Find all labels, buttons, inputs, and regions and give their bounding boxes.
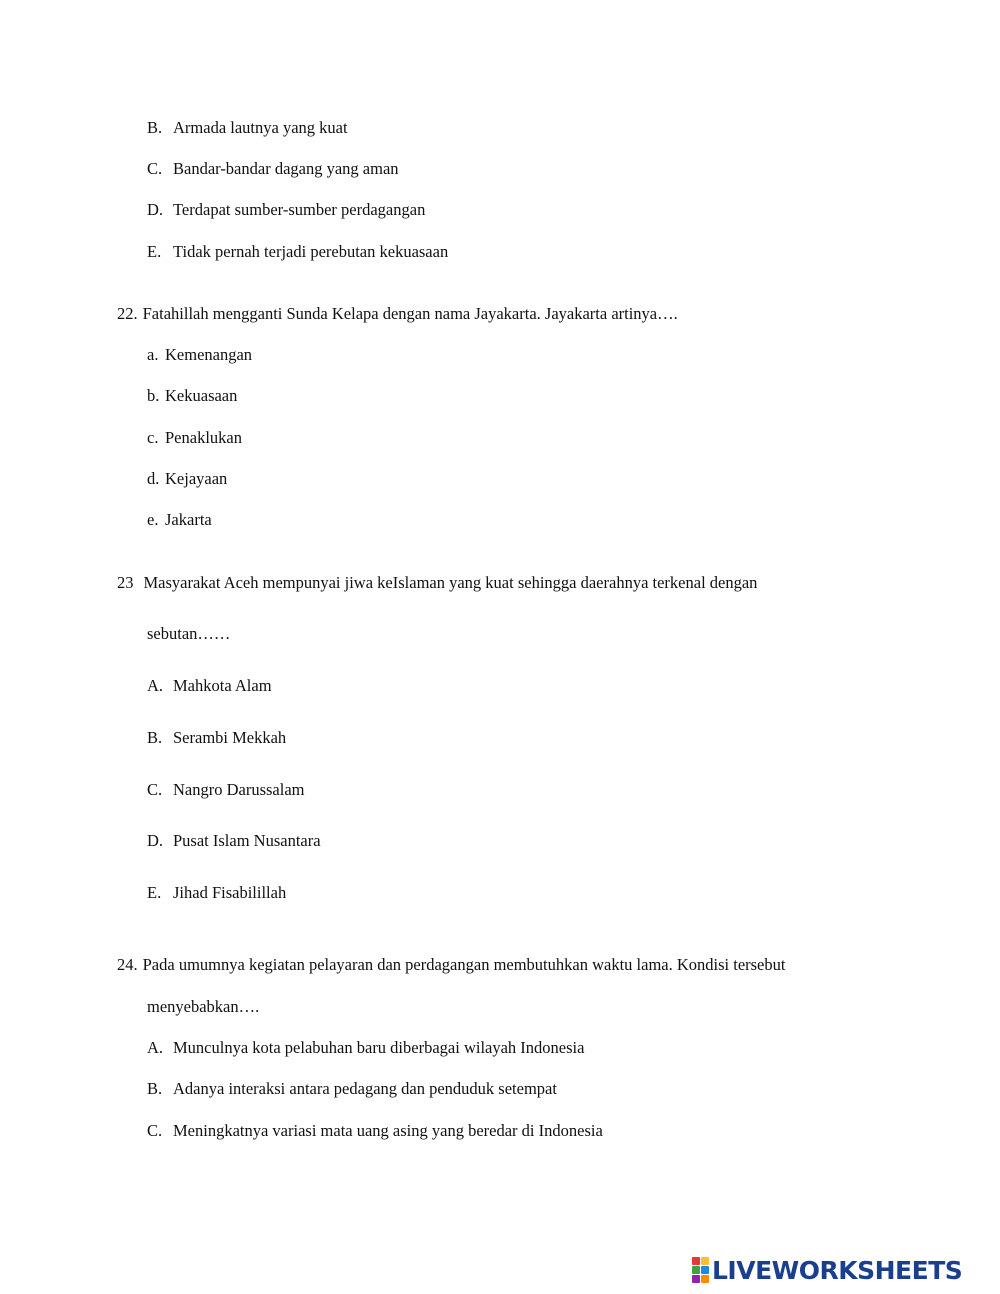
q22-question [117,304,678,324]
q21-option-b[interactable]: B. Armada lautnya yang kuat [147,118,348,137]
logo-tile [692,1257,700,1265]
logo-tile [692,1266,700,1274]
logo-wordmark: LIVEWORKSHEETS [712,1255,963,1285]
logo-mark-icon [692,1257,709,1283]
q22-number: 22. [117,304,138,323]
q24-question [117,955,785,975]
q24-option-b[interactable]: B. Adanya interaksi antara pedagang dan penduduk setempat [147,1079,557,1098]
q24-text: Pada umumnya kegiatan pelayaran dan perdagangan membutuhkan waktu lama. Kondisi tersebut [142,955,786,974]
q23-option-e[interactable]: E. Jihad Fisabilillah [147,883,287,902]
q23-text: Masyarakat Aceh mempunyai jiwa keIslaman yang kuat sehingga daerahnya terkenal dengan [143,573,758,592]
q21-option-c[interactable]: C. Bandar-bandar dagang yang aman [147,159,399,178]
q22-text: Fatahillah mengganti Sunda Kelapa dengan nama Jayakarta. Jayakarta artinya…. [142,304,678,323]
q21-option-e[interactable]: E. Tidak pernah terjadi perebutan kekuasaan [147,242,449,261]
q23-question [117,573,757,593]
logo-tile [701,1275,709,1283]
logo-tile [701,1257,709,1265]
q23-option-c[interactable]: C. Nangro Darussalam [147,780,305,799]
q23-option-a[interactable]: A. Mahkota Alam [147,676,272,695]
q22-option-b[interactable]: b. Kekuasaan [147,386,238,405]
q24-option-c[interactable]: C. Meningkatnya variasi mata uang asing yang beredar di Indonesia [147,1121,603,1140]
liveworksheets-logo [692,1256,962,1284]
q23-number: 23 [117,573,134,592]
q21-option-d[interactable]: D. Terdapat sumber-sumber perdagangan [147,200,426,219]
q23-question-continuation: sebutan…… [147,624,231,643]
q24-number: 24. [117,955,138,974]
q24-option-a[interactable]: A. Munculnya kota pelabuhan baru diberbagai wilayah Indonesia [147,1038,585,1057]
q22-option-a[interactable]: a. Kemenangan [147,345,253,364]
q23-option-d[interactable]: D. Pusat Islam Nusantara [147,831,321,850]
logo-tile [692,1275,700,1283]
q22-option-c[interactable]: c. Penaklukan [147,428,242,447]
q22-option-d[interactable]: d. Kejayaan [147,469,228,488]
logo-tile [701,1266,709,1274]
q23-option-b[interactable]: B. Serambi Mekkah [147,728,287,747]
q22-option-e[interactable]: e. Jakarta [147,510,212,529]
q24-question-continuation: menyebabkan…. [147,997,260,1016]
